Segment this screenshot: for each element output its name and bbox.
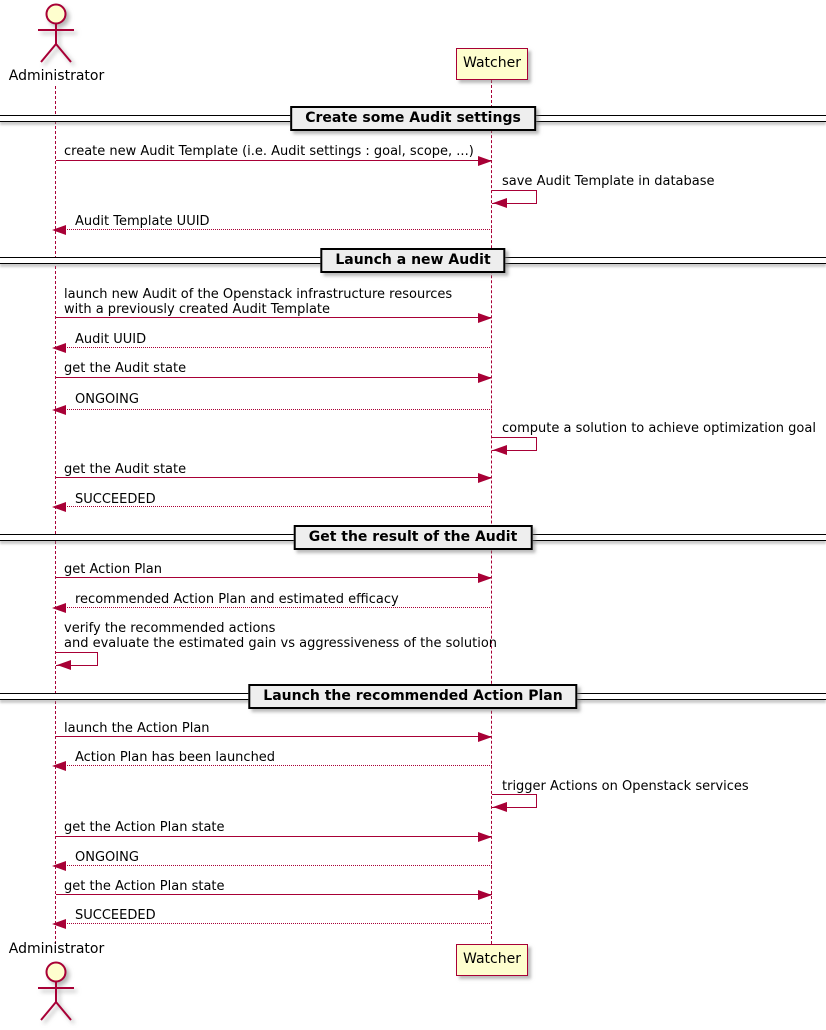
message-label-line: create new Audit Template (i.e. Audit settings : goal, scope, ...) xyxy=(64,144,474,159)
return-arrow-line xyxy=(56,409,492,410)
message-label-line: SUCCEEDED xyxy=(75,492,156,507)
message-arrow-line xyxy=(56,894,492,895)
administrator-lifeline xyxy=(55,86,56,944)
divider-title: Get the result of the Audit xyxy=(294,525,533,550)
message-label xyxy=(75,492,156,507)
message-label xyxy=(64,820,225,835)
administrator-label-bottom: Administrator xyxy=(8,941,105,957)
message-label xyxy=(75,392,139,407)
arrowhead-left-icon xyxy=(52,603,66,613)
message-label xyxy=(75,592,399,607)
arrowhead-right-icon xyxy=(478,473,492,483)
message-label-line: and evaluate the estimated gain vs aggressiveness of the solution xyxy=(64,636,498,651)
return-arrow-line xyxy=(56,765,492,766)
message-label xyxy=(64,462,186,477)
watcher-lifeline xyxy=(491,80,492,944)
administrator-actor-icon-top xyxy=(34,3,78,65)
message-arrow-line xyxy=(56,160,492,161)
return-arrow-line xyxy=(56,229,492,230)
administrator-label-top: Administrator xyxy=(8,68,105,84)
message-label-line: launch new Audit of the Openstack infrastructure resources xyxy=(64,287,453,302)
message-label-line: verify the recommended actions xyxy=(64,621,276,636)
message-arrow-line xyxy=(56,836,492,837)
arrowhead-left-icon xyxy=(57,660,71,670)
arrowhead-left-icon xyxy=(52,343,66,353)
arrowhead-left-icon xyxy=(52,919,66,929)
arrowhead-right-icon xyxy=(478,732,492,742)
message-label xyxy=(75,850,139,865)
message-label-line: get Action Plan xyxy=(64,562,162,577)
message-label-line: Audit UUID xyxy=(75,332,147,347)
message-label xyxy=(502,174,715,189)
watcher-box-top: Watcher xyxy=(456,48,528,80)
return-arrow-line xyxy=(56,865,492,866)
return-arrow-line xyxy=(56,923,492,924)
message-label-line: ONGOING xyxy=(75,850,139,865)
message-label-line: with a previously created Audit Template xyxy=(64,302,331,317)
message-arrow-line xyxy=(56,317,492,318)
message-label xyxy=(75,214,210,229)
arrowhead-left-icon xyxy=(493,445,507,455)
administrator-actor-icon-bottom xyxy=(34,961,78,1023)
message-label-line: recommended Action Plan and estimated efficacy xyxy=(75,592,399,607)
arrowhead-left-icon xyxy=(52,405,66,415)
arrowhead-right-icon xyxy=(478,373,492,383)
arrowhead-left-icon xyxy=(52,861,66,871)
arrowhead-right-icon xyxy=(478,890,492,900)
message-label xyxy=(64,721,210,736)
message-label-line: get the Audit state xyxy=(64,361,187,376)
message-label xyxy=(75,332,146,347)
message-label xyxy=(64,621,497,651)
arrowhead-right-icon xyxy=(478,156,492,166)
message-label xyxy=(64,879,225,894)
message-label-line: SUCCEEDED xyxy=(75,908,156,923)
message-arrow-line xyxy=(56,377,492,378)
message-label-line: save Audit Template in database xyxy=(502,174,715,189)
message-label xyxy=(502,779,749,794)
divider-title: Launch the recommended Action Plan xyxy=(248,684,577,709)
divider-title: Launch a new Audit xyxy=(320,248,505,273)
divider-title: Create some Audit settings xyxy=(290,106,536,131)
return-arrow-line xyxy=(56,506,492,507)
arrowhead-right-icon xyxy=(478,573,492,583)
message-label-line: get the Audit state xyxy=(64,462,187,477)
message-label-line: Audit Template UUID xyxy=(75,214,210,229)
message-label xyxy=(64,562,162,577)
message-label xyxy=(64,287,452,317)
message-label-line: trigger Actions on Openstack services xyxy=(502,779,749,794)
message-label xyxy=(64,144,474,159)
return-arrow-line xyxy=(56,347,492,348)
message-label-line: ONGOING xyxy=(75,392,139,407)
arrowhead-left-icon xyxy=(493,802,507,812)
arrowhead-left-icon xyxy=(52,502,66,512)
message-label-line: get the Action Plan state xyxy=(64,879,225,894)
return-arrow-line xyxy=(56,607,492,608)
arrowhead-left-icon xyxy=(493,198,507,208)
message-arrow-line xyxy=(56,477,492,478)
message-label xyxy=(502,421,816,436)
message-label-line: get the Action Plan state xyxy=(64,820,225,835)
message-label xyxy=(64,361,186,376)
message-label xyxy=(75,750,275,765)
arrowhead-right-icon xyxy=(478,313,492,323)
message-label xyxy=(75,908,156,923)
arrowhead-left-icon xyxy=(52,225,66,235)
arrowhead-left-icon xyxy=(52,761,66,771)
arrowhead-right-icon xyxy=(478,832,492,842)
watcher-box-bottom: Watcher xyxy=(456,944,528,976)
message-label-line: launch the Action Plan xyxy=(64,721,210,736)
message-label-line: compute a solution to achieve optimization goal xyxy=(502,421,816,436)
message-label-line: Action Plan has been launched xyxy=(75,750,276,765)
message-arrow-line xyxy=(56,736,492,737)
message-arrow-line xyxy=(56,577,492,578)
